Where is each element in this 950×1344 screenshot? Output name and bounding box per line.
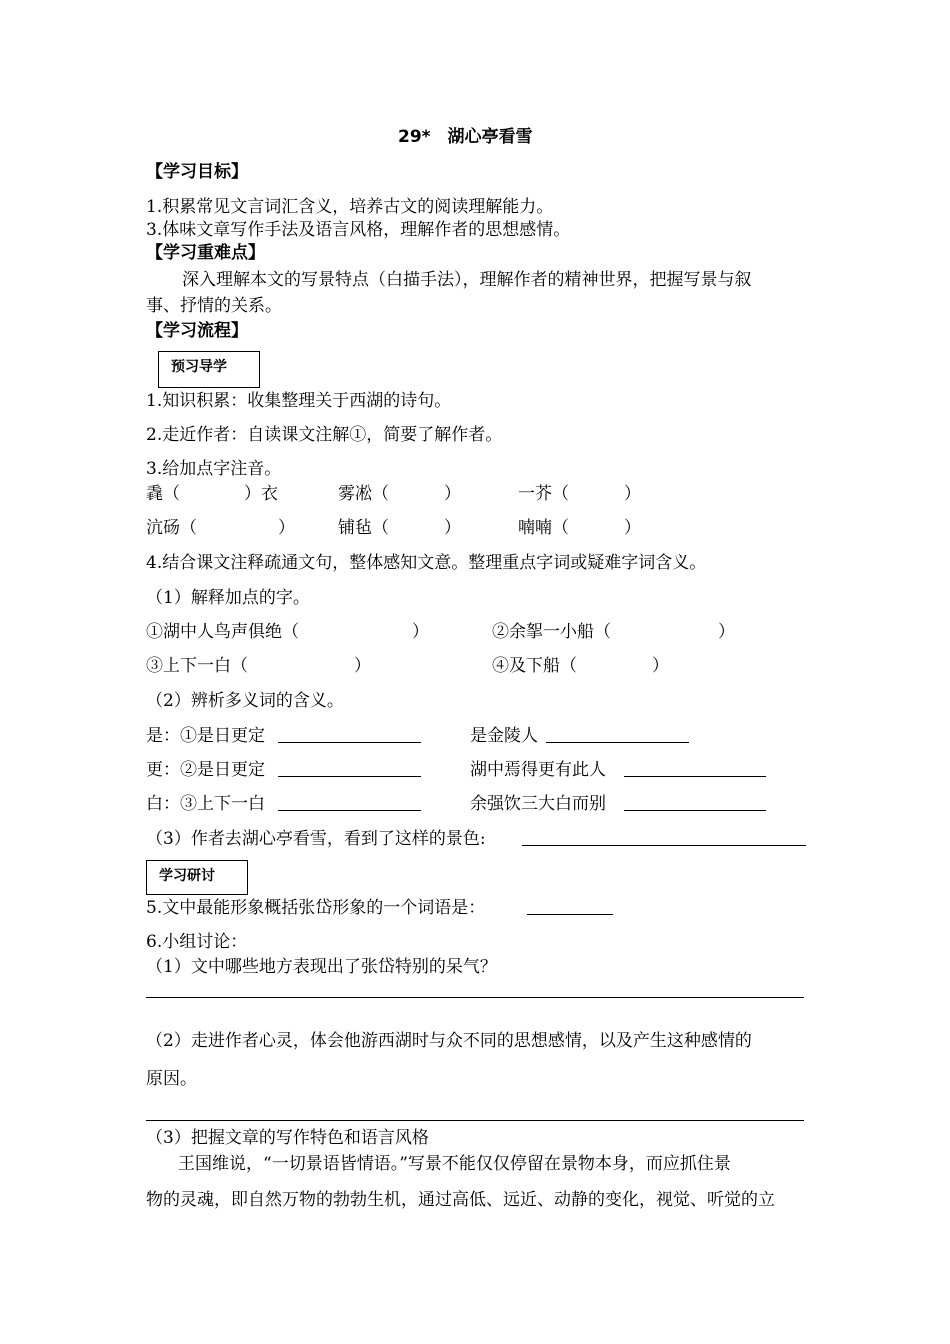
polysemy-item: 白：③上下一白 [146, 794, 265, 814]
polysemy-item: 更：②是日更定 [146, 760, 265, 780]
preview-box-label: 预习导学 [158, 351, 260, 388]
polysemy-item: 是：①是日更定 [146, 726, 265, 746]
pinyin-item-open: 毳（ [146, 484, 180, 504]
answer-blank[interactable] [522, 845, 806, 846]
pinyin-item-open: 沆砀（ [146, 518, 197, 538]
polysemy-item: 是金陵人 [470, 726, 538, 746]
answer-blank[interactable] [527, 914, 613, 915]
pinyin-item-close: ）衣 [244, 484, 278, 504]
goal-item: 3.体味文章写作手法及语言风格，理解作者的思想感情。 [146, 220, 571, 240]
pinyin-item-open: 一芥（ [518, 484, 569, 504]
section-difficulty-heading: 【学习重难点】 [146, 243, 265, 263]
section-goals-heading: 【学习目标】 [146, 162, 248, 182]
pinyin-item-close: ） [444, 518, 461, 538]
explain-item-open: ④及下船（ [492, 656, 577, 676]
polysemy-item: 余强饮三大白而别 [470, 794, 606, 814]
preview-question: 4.结合课文注释疏通文句，整体感知文意。整理重点字词或疑难字词含义。 [146, 553, 707, 573]
pinyin-item-open: 铺毡（ [338, 518, 389, 538]
study-box-label: 学习研讨 [146, 860, 248, 895]
explain-item-open: ①湖中人鸟声俱绝（ [146, 622, 299, 642]
pinyin-item-open: 雾凇（ [338, 484, 389, 504]
sub-question: （3）作者去湖心亭看雪，看到了这样的景色: [146, 829, 486, 849]
difficulty-text-line: 事、抒情的关系。 [146, 296, 282, 316]
preview-question: 3.给加点字注音。 [146, 459, 282, 479]
answer-blank[interactable] [624, 810, 766, 811]
answer-blank[interactable] [278, 776, 421, 777]
explain-item-close: ） [354, 656, 371, 676]
pinyin-item-close: ） [624, 484, 641, 504]
explain-item-open: ②余挐一小船（ [492, 622, 611, 642]
sub-question: （3）把握文章的写作特色和语言风格 [146, 1128, 429, 1148]
polysemy-item: 湖中焉得更有此人 [470, 760, 606, 780]
page-title: 29* 湖心亭看雪 [398, 127, 533, 147]
pinyin-item-open: 喃喃（ [518, 518, 569, 538]
pinyin-item-close: ） [624, 518, 641, 538]
answer-blank[interactable] [546, 742, 689, 743]
section-process-heading: 【学习流程】 [146, 321, 248, 341]
explain-item-open: ③上下一白（ [146, 656, 248, 676]
answer-blank[interactable] [278, 742, 421, 743]
preview-question: 1.知识积累：收集整理关于西湖的诗句。 [146, 391, 452, 411]
study-question: 6.小组讨论： [146, 932, 248, 952]
answer-blank[interactable] [624, 776, 766, 777]
sub-question: （2）辨析多义词的含义。 [146, 691, 344, 711]
study-question: 5.文中最能形象概括张岱形象的一个词语是： [146, 898, 486, 918]
pinyin-item-close: ） [444, 484, 461, 504]
answer-line[interactable] [146, 1120, 804, 1121]
explain-item-close: ） [718, 622, 735, 642]
sub-question: （1）文中哪些地方表现出了张岱特别的呆气？ [146, 957, 497, 977]
paragraph-line: 王国维说，“一切景语皆情语。”写景不能仅仅停留在景物本身，而应抓住景 [178, 1154, 731, 1174]
sub-question: （1）解释加点的字。 [146, 588, 310, 608]
answer-line[interactable] [146, 997, 804, 998]
pinyin-item-close: ） [278, 518, 295, 538]
sub-question: （2）走进作者心灵，体会他游西湖时与众不同的思想感情，以及产生这种感情的 [146, 1031, 752, 1051]
explain-item-close: ） [412, 622, 429, 642]
explain-item-close: ） [652, 656, 669, 676]
answer-blank[interactable] [278, 810, 421, 811]
preview-question: 2.走近作者：自读课文注解①，简要了解作者。 [146, 425, 503, 445]
goal-item: 1.积累常见文言词汇含义，培养古文的阅读理解能力。 [146, 197, 554, 217]
difficulty-text-line: 深入理解本文的写景特点（白描手法），理解作者的精神世界，把握写景与叙 [182, 270, 752, 290]
sub-question: 原因。 [146, 1069, 197, 1089]
paragraph-line: 物的灵魂，即自然万物的勃勃生机，通过高低、远近、动静的变化，视觉、听觉的立 [146, 1190, 775, 1210]
